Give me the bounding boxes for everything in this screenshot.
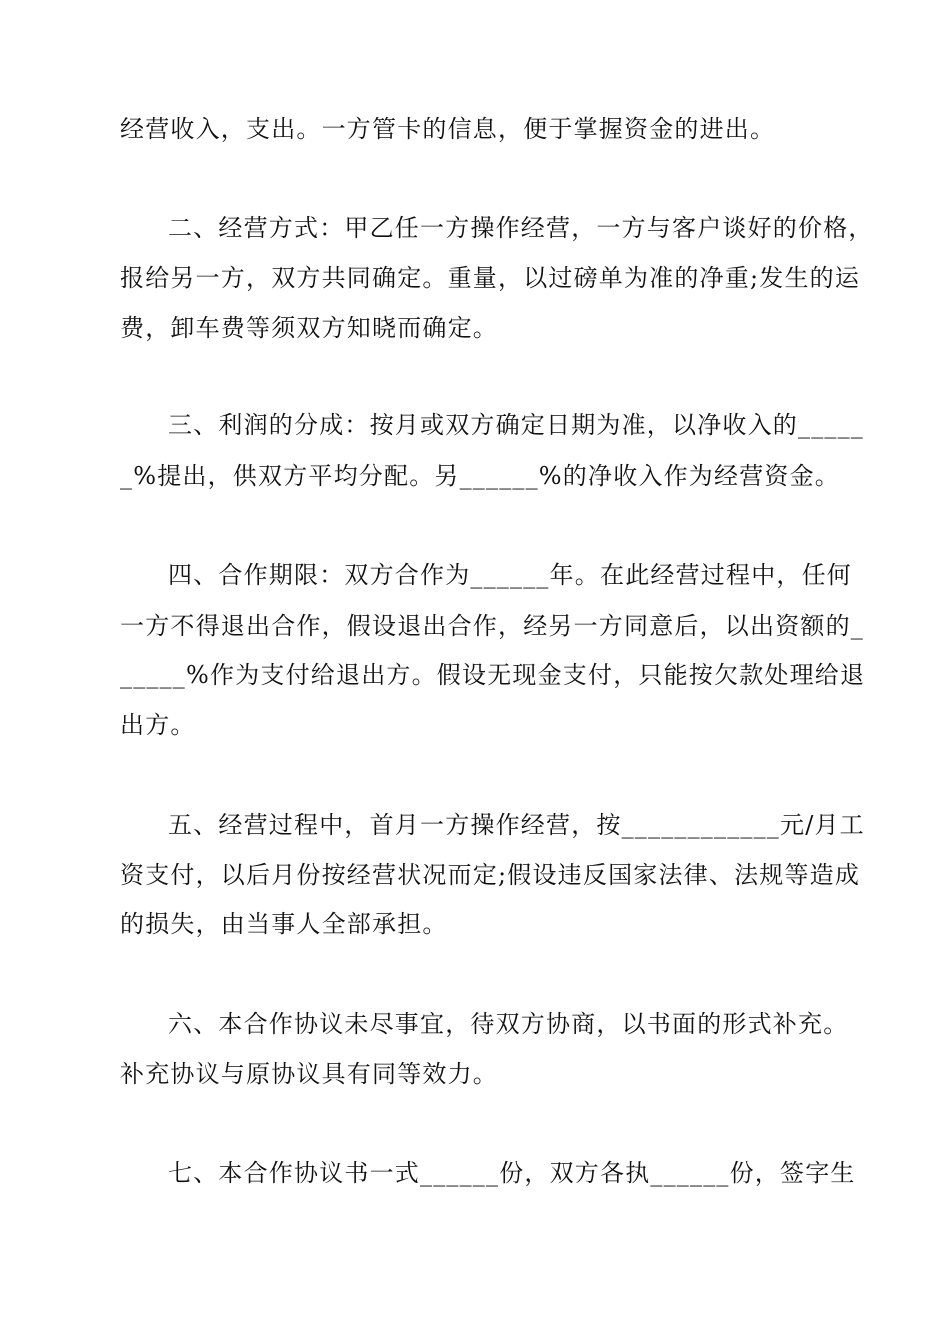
clause-4-line-4: 出方。 — [120, 711, 196, 739]
clause-4-line-1: 四、合作期限：双方合作为______年。在此经营过程中，任何 — [168, 561, 852, 589]
clause-4-line-3: _____%作为支付给退出方。假设无现金支付，只能按欠款处理给退 — [120, 661, 866, 689]
clause-5-line-2: 资支付，以后月份按经营状况而定;假设违反国家法律、法规等造成 — [120, 861, 861, 889]
clause-5-line-1: 五、经营过程中，首月一方操作经营，按____________元/月工 — [168, 811, 865, 839]
clause-6-line-1: 六、本合作协议未尽事宜，待双方协商，以书面的形式补充。 — [168, 1010, 849, 1038]
clause-2-line-1: 二、经营方式：甲乙任一方操作经营，一方与客户谈好的价格， — [168, 214, 874, 242]
clause-6-line-2: 补充协议与原协议具有同等效力。 — [120, 1060, 498, 1088]
clause-2-line-2: 报给另一方，双方共同确定。重量，以过磅单为准的净重;发生的运 — [120, 264, 861, 292]
clause-2-line-3: 费，卸车费等须双方知晓而确定。 — [120, 314, 498, 342]
clause-7-line-1: 七、本合作协议书一式______份，双方各执______份，签字生 — [168, 1159, 856, 1187]
clause-5-line-3: 的损失，由当事人全部承担。 — [120, 910, 448, 938]
clause-4-line-2: 一方不得退出合作，假设退出合作，经另一方同意后，以出资额的_ — [120, 612, 864, 640]
paragraph-1-line-1: 经营收入，支出。一方管卡的信息，便于掌握资金的进出。 — [120, 115, 776, 143]
clause-3-line-1: 三、利润的分成：按月或双方确定日期为准，以净收入的_____ — [168, 411, 864, 439]
clause-3-line-2: _%提出，供双方平均分配。另______%的净收入作为经营资金。 — [120, 462, 841, 490]
